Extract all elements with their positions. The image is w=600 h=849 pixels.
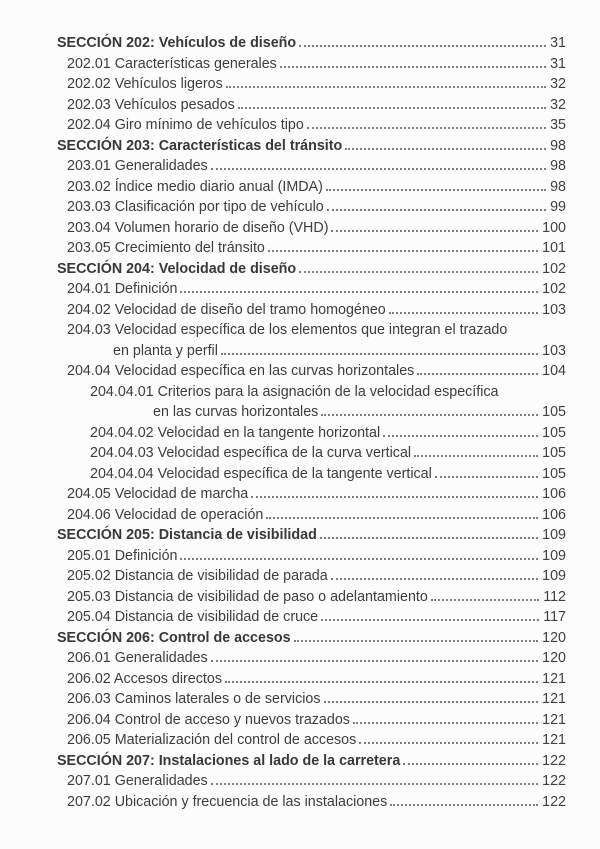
dotted-leader xyxy=(417,373,538,375)
toc-entry xyxy=(57,197,566,218)
page-number: 112 xyxy=(543,588,566,605)
dotted-leader xyxy=(225,681,538,683)
dotted-leader xyxy=(211,168,546,170)
page-number: 102 xyxy=(542,281,566,297)
toc-entry xyxy=(57,484,566,505)
toc-entry-continuation xyxy=(57,402,566,423)
toc-entry-label: SECCIÓN 203: Características del tránsito xyxy=(57,137,343,154)
toc-entry xyxy=(57,279,566,300)
toc-entry xyxy=(57,669,566,690)
toc-entry-label: 203.02 Índice medio diario anual (IMDA) xyxy=(67,178,323,195)
page-number: 35 xyxy=(550,117,566,133)
toc-entry xyxy=(57,423,566,444)
dotted-leader xyxy=(294,640,539,642)
toc-entry xyxy=(57,771,566,792)
dotted-leader xyxy=(359,742,538,744)
toc-entry xyxy=(57,361,566,382)
page-number: 98 xyxy=(550,137,566,154)
page-number: 98 xyxy=(550,178,566,195)
page-number: 106 xyxy=(542,486,566,502)
toc-entry-label: en las curvas horizontales xyxy=(153,404,319,420)
toc-entry xyxy=(57,95,566,116)
toc-section-heading xyxy=(57,525,566,546)
toc-entry xyxy=(57,54,566,75)
toc-entry xyxy=(57,464,566,485)
page-number: 31 xyxy=(550,55,566,72)
toc-entry-label: 204.04 Velocidad específica en las curvas horizontales xyxy=(67,363,415,379)
page-number: 117 xyxy=(543,609,566,625)
toc-entry xyxy=(57,218,566,239)
toc-entry-label: 202.04 Giro mínimo de vehículos tipo xyxy=(67,117,304,133)
toc-entry-label: 203.01 Generalidades xyxy=(67,158,208,174)
page-number: 106 xyxy=(542,506,566,523)
toc-entry-label: 206.03 Caminos laterales o de servicios xyxy=(67,691,321,707)
dotted-leader xyxy=(383,435,538,437)
page-number: 122 xyxy=(542,773,566,789)
toc-entry-label: 204.04.02 Velocidad en la tangente horizontal xyxy=(90,424,381,441)
toc-section-heading xyxy=(57,628,566,649)
toc-entry-label: 204.02 Velocidad de diseño del tramo homogéneo xyxy=(67,301,386,318)
dotted-leader xyxy=(390,804,538,806)
toc-entry xyxy=(57,689,566,710)
dotted-leader xyxy=(321,414,538,416)
page-number: 101 xyxy=(542,240,566,256)
page-number: 105 xyxy=(542,465,566,482)
page-number: 99 xyxy=(550,199,566,215)
toc-entry xyxy=(57,115,566,136)
toc-section-heading xyxy=(57,136,566,157)
toc-entry-label: SECCIÓN 206: Control de accesos xyxy=(57,629,291,646)
toc-entry xyxy=(57,443,566,464)
dotted-leader xyxy=(431,599,539,601)
dotted-leader xyxy=(331,230,538,232)
page-number: 98 xyxy=(550,158,566,174)
dotted-leader xyxy=(414,455,538,457)
dotted-leader xyxy=(266,517,538,519)
toc-entry xyxy=(57,382,566,403)
toc-entry xyxy=(57,730,566,751)
page-number: 32 xyxy=(550,76,566,92)
toc-entry-label: 205.04 Distancia de visibilidad de cruce xyxy=(67,609,319,625)
page-number: 122 xyxy=(542,752,566,769)
dotted-leader xyxy=(353,722,538,724)
page-number: 121 xyxy=(542,691,566,707)
toc-entry-label: 207.01 Generalidades xyxy=(67,773,208,789)
toc-entry-label: 203.04 Volumen horario de diseño (VHD) xyxy=(67,219,329,236)
toc-entry xyxy=(57,320,566,341)
toc-section-heading xyxy=(57,33,566,54)
dotted-leader xyxy=(226,86,546,88)
dotted-leader xyxy=(307,127,546,129)
page-number: 122 xyxy=(542,793,566,810)
page-number: 109 xyxy=(542,527,566,543)
toc-entry xyxy=(57,792,566,813)
page-number: 105 xyxy=(542,445,566,461)
dotted-leader xyxy=(238,107,546,109)
toc-entry-label: SECCIÓN 207: Instalaciones al lado de la carretera xyxy=(57,752,401,769)
dotted-leader xyxy=(211,783,538,785)
toc-entry-label: 204.01 Definición xyxy=(67,281,178,297)
page-number: 109 xyxy=(542,568,566,584)
toc-entry xyxy=(57,566,566,587)
page-number: 121 xyxy=(542,670,566,687)
page-number: 31 xyxy=(550,35,566,51)
toc-entry xyxy=(57,546,566,567)
dotted-leader xyxy=(211,660,538,662)
toc-entry xyxy=(57,505,566,526)
page-number: 102 xyxy=(542,260,566,277)
toc-entry-label: 204.06 Velocidad de operación xyxy=(67,506,264,523)
toc-entry-label: SECCIÓN 205: Distancia de visibilidad xyxy=(57,527,317,543)
toc-entry xyxy=(57,648,566,669)
dotted-leader xyxy=(326,189,546,191)
toc-entry-label: SECCIÓN 204: Velocidad de diseño xyxy=(57,260,297,277)
toc-entry-label: 204.03 Velocidad específica de los elementos que integran el trazado xyxy=(67,322,508,338)
toc-entry xyxy=(57,710,566,731)
toc-entry-label: en planta y perfil xyxy=(113,342,218,359)
toc-entry-label: 203.03 Clasificación por tipo de vehículo xyxy=(67,199,324,215)
page-number: 120 xyxy=(542,650,566,666)
toc-entry-label: 204.04.01 Criterios para la asignación de la velocidad específica xyxy=(90,383,499,400)
toc-entry-label: 206.04 Control de acceso y nuevos trazados xyxy=(67,711,350,728)
toc-entry-label: 207.02 Ubicación y frecuencia de las instalaciones xyxy=(67,793,388,810)
page-number: 105 xyxy=(542,424,566,441)
page-number: 105 xyxy=(542,404,566,420)
toc-entry xyxy=(57,156,566,177)
dotted-leader xyxy=(299,45,546,47)
toc-entry-label: 205.02 Distancia de visibilidad de parada xyxy=(67,568,328,584)
toc-entry-label: SECCIÓN 202: Vehículos de diseño xyxy=(57,35,297,51)
toc-section-heading xyxy=(57,259,566,280)
dotted-leader xyxy=(327,209,546,211)
toc-section-heading xyxy=(57,751,566,772)
toc-entry-label: 205.03 Distancia de visibilidad de paso o adelantamiento xyxy=(67,588,428,605)
toc-entry xyxy=(57,587,566,608)
toc-entry-label: 202.03 Vehículos pesados xyxy=(67,96,235,113)
page-number: 121 xyxy=(542,732,566,748)
toc-entry-label: 206.01 Generalidades xyxy=(67,650,208,666)
page-number: 103 xyxy=(542,342,566,359)
page-number: 100 xyxy=(542,219,566,236)
dotted-leader xyxy=(268,250,538,252)
dotted-leader xyxy=(403,763,538,765)
toc-entry-label: 203.05 Crecimiento del tránsito xyxy=(67,240,265,256)
dotted-leader xyxy=(280,66,546,68)
dotted-leader xyxy=(320,537,538,539)
page-number: 32 xyxy=(550,96,566,113)
toc-entry-label: 202.02 Vehículos ligeros xyxy=(67,76,223,92)
dotted-leader xyxy=(251,496,538,498)
page-number: 104 xyxy=(542,363,566,379)
toc-entry xyxy=(57,607,566,628)
dotted-leader xyxy=(299,271,538,273)
dotted-leader xyxy=(331,578,538,580)
dotted-leader xyxy=(389,312,538,314)
page-number: 120 xyxy=(542,629,566,646)
toc-entry-label: 206.02 Accesos directos xyxy=(67,670,222,687)
dotted-leader xyxy=(180,291,538,293)
dotted-leader xyxy=(324,701,539,703)
toc-entry xyxy=(57,177,566,198)
toc-entry xyxy=(57,74,566,95)
toc-entry-label: 206.05 Materialización del control de accesos xyxy=(67,732,357,748)
dotted-leader xyxy=(435,476,538,478)
toc-entry-label: 205.01 Definición xyxy=(67,547,178,564)
toc-entry-label: 202.01 Características generales xyxy=(67,55,277,72)
toc-entry xyxy=(57,300,566,321)
toc-entry-label: 204.04.03 Velocidad específica de la curva vertical xyxy=(90,445,412,461)
dotted-leader xyxy=(345,148,546,150)
dotted-leader xyxy=(321,619,539,621)
toc-entry-label: 204.05 Velocidad de marcha xyxy=(67,486,249,502)
page-number: 121 xyxy=(542,711,566,728)
dotted-leader xyxy=(221,353,538,355)
toc-entry xyxy=(57,238,566,259)
dotted-leader xyxy=(180,558,538,560)
toc-entry-continuation xyxy=(57,341,566,362)
toc-entry-label: 204.04.04 Velocidad específica de la tangente vertical xyxy=(90,465,432,482)
page-number: 109 xyxy=(542,547,566,564)
page-number: 103 xyxy=(542,301,566,318)
